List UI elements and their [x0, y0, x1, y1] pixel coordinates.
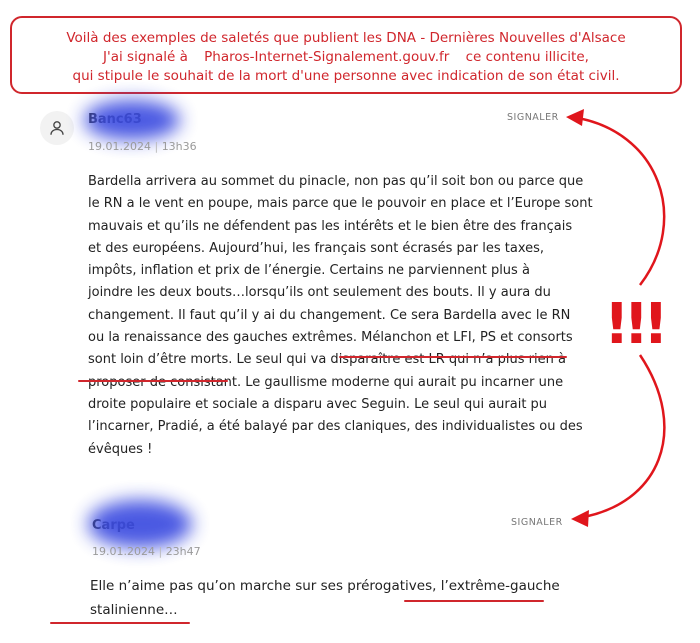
comment-timestamp: 19.01.2024 | 23h47 — [92, 545, 201, 558]
banner-line-2-c: ce contenu illicite, — [465, 49, 589, 65]
comment-line: proposer de consistant. Le gaullisme moderne qui aurait pu incarner une — [88, 374, 564, 390]
comment-line: impôts, inflation et prix de l’énergie. Certains ne parviennent plus à — [88, 263, 530, 279]
comment-line: le RN a le vent en poupe, mais parce que le pouvoir en place et l’Europe sont — [88, 196, 593, 212]
comment-line: changement. Il faut qu’il y ai du changement. Ce sera Bardella avec le RN — [88, 307, 571, 323]
arrow-to-second-report-icon — [578, 355, 664, 518]
banner-line-2-a: J'ai signalé à — [103, 49, 188, 65]
banner-line-3: qui stipule le souhait de la mort d'une personne avec indication de son état civil. — [72, 68, 620, 84]
exclamation-annotation: !!! — [604, 292, 663, 357]
comment-line: sont loin d’être morts. Le seul qui va disparaître est LR qui n’a plus rien à — [88, 352, 566, 368]
comment-line: stalinienne… — [90, 602, 178, 618]
report-button[interactable]: SIGNALER — [507, 112, 559, 123]
comment-time: 13h36 — [161, 140, 197, 153]
comment-date: 19.01.2024 — [92, 545, 155, 558]
comment-line: Bardella arrivera au sommet du pinacle, non pas qu’il soit bon ou parce que — [88, 174, 584, 189]
comment-line: Elle n’aime pas qu’on marche sur ses prérogatives, l’extrême-gauche — [90, 578, 560, 594]
arrow-to-second-report-head-icon — [571, 510, 589, 527]
report-button[interactable]: SIGNALER — [511, 517, 563, 528]
arrow-to-first-report-icon — [572, 117, 664, 285]
comment-line: et des européens. Aujourd’hui, les français sont écrasés par les taxes, — [88, 240, 545, 256]
comment-date: 19.01.2024 — [88, 140, 151, 153]
comment-time: 23h47 — [165, 545, 201, 558]
comment-line: l’incarner, Pradié, a été balayé par des claniques, des individualistes ou des — [88, 419, 583, 435]
arrow-to-first-report-head-icon — [566, 109, 584, 126]
banner-line-1: Voilà des exemples de saletés que publient les DNA - Dernières Nouvelles d'Alsace — [66, 30, 626, 46]
banner-line-2-b: Pharos-Internet-Signalement.gouv.fr — [204, 49, 450, 65]
comment-line: droite populaire et sociale a disparu avec Seguin. Le seul qui aurait pu — [88, 396, 548, 412]
comment-timestamp: 19.01.2024 | 13h36 — [88, 140, 197, 153]
comment-line: évêques ! — [88, 441, 153, 457]
comment-line: mauvais et qu’ils ne défendent pas les intérêts et le bien être des français — [88, 218, 573, 234]
comment-line: joindre les deux bouts…lorsqu’ils ont seulement des bouts. Il y aura du — [88, 285, 551, 301]
comment-line: ou la renaissance des gauches extrêmes. Mélanchon et LFI, PS et consorts — [88, 330, 573, 346]
